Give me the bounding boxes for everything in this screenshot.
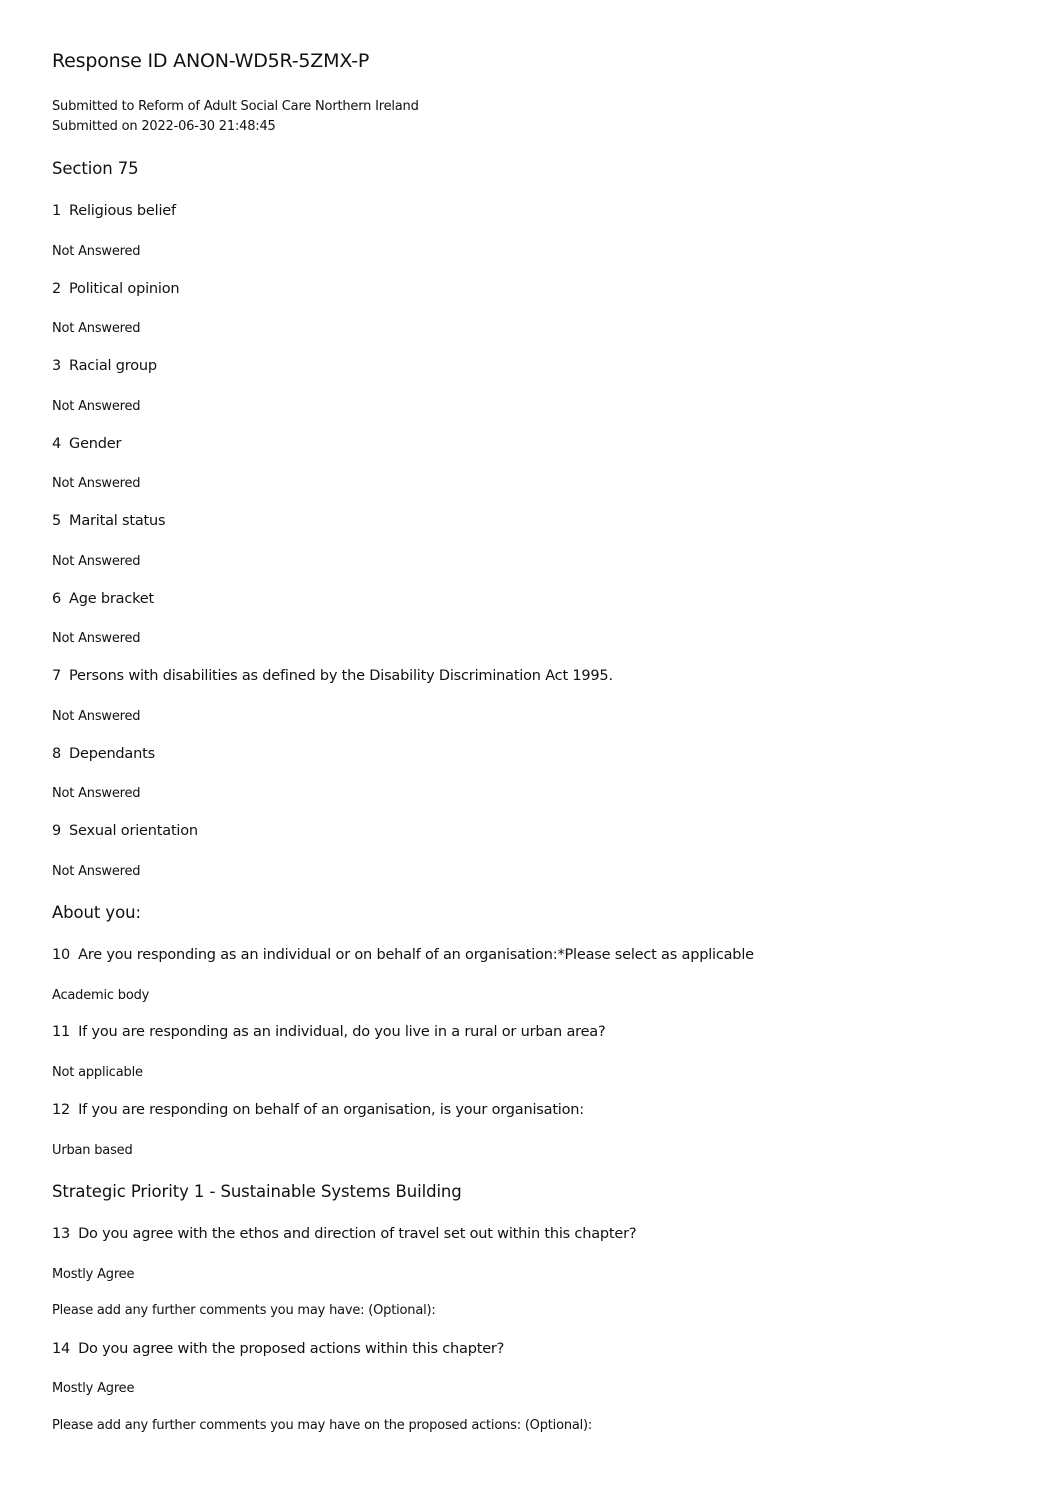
question-14 — [52, 1341, 504, 1357]
answer-12: Urban based — [52, 1143, 133, 1158]
question-4 — [52, 436, 121, 452]
question-number: 7 — [52, 668, 62, 684]
question-number: 8 — [52, 746, 62, 762]
question-number: 12 — [52, 1102, 71, 1118]
question-text: Religious belief — [69, 203, 176, 219]
section-heading-strategic-priority-1: Strategic Priority 1 - Sustainable Systems Building — [52, 1182, 462, 1201]
question-10 — [52, 947, 754, 963]
question-number: 13 — [52, 1226, 71, 1242]
answer-4: Not Answered — [52, 476, 141, 491]
question-number: 4 — [52, 436, 62, 452]
question-text: Marital status — [69, 513, 166, 529]
question-text: Sexual orientation — [69, 823, 198, 839]
answer-11: Not applicable — [52, 1065, 143, 1080]
question-text: Racial group — [69, 358, 157, 374]
question-number: 11 — [52, 1024, 71, 1040]
section-heading-section-75: Section 75 — [52, 159, 139, 178]
question-12 — [52, 1102, 584, 1118]
question-number: 14 — [52, 1341, 71, 1357]
answer-9: Not Answered — [52, 864, 141, 879]
document-title: Response ID ANON-WD5R-5ZMX-P — [52, 50, 370, 72]
question-text: If you are responding as an individual, do you live in a rural or urban area? — [78, 1024, 606, 1040]
question-number: 1 — [52, 203, 62, 219]
question-13 — [52, 1226, 636, 1242]
question-1 — [52, 203, 176, 219]
question-text: Gender — [69, 436, 122, 452]
question-text: Are you responding as an individual or on behalf of an organisation:*Please select as applicable — [78, 947, 754, 963]
question-text: Do you agree with the proposed actions within this chapter? — [78, 1341, 505, 1357]
question-9 — [52, 823, 198, 839]
answer-2: Not Answered — [52, 321, 141, 336]
question-2 — [52, 281, 179, 297]
answer-13: Mostly Agree — [52, 1267, 135, 1282]
submitted-to-text: Submitted to Reform of Adult Social Care Northern Ireland — [52, 99, 419, 114]
comment-prompt-13: Please add any further comments you may have: (Optional): — [52, 1303, 436, 1318]
answer-7: Not Answered — [52, 709, 141, 724]
question-number: 10 — [52, 947, 71, 963]
question-7 — [52, 668, 613, 684]
question-text: Persons with disabilities as defined by the Disability Discrimination Act 1995. — [69, 668, 613, 684]
question-text: Do you agree with the ethos and direction of travel set out within this chapter? — [78, 1226, 637, 1242]
question-text: Age bracket — [69, 591, 154, 607]
question-text: Political opinion — [69, 281, 180, 297]
question-8 — [52, 746, 155, 762]
answer-10: Academic body — [52, 988, 150, 1003]
question-number: 9 — [52, 823, 62, 839]
question-3 — [52, 358, 157, 374]
question-number: 3 — [52, 358, 62, 374]
question-text: Dependants — [69, 746, 155, 762]
section-heading-about-you: About you: — [52, 903, 141, 922]
answer-1: Not Answered — [52, 244, 141, 259]
answer-6: Not Answered — [52, 631, 141, 646]
answer-3: Not Answered — [52, 399, 141, 414]
question-6 — [52, 591, 154, 607]
question-5 — [52, 513, 165, 529]
question-number: 2 — [52, 281, 62, 297]
question-text: If you are responding on behalf of an organisation, is your organisation: — [78, 1102, 584, 1118]
submitted-on-text: Submitted on 2022-06-30 21:48:45 — [52, 119, 276, 134]
comment-prompt-14: Please add any further comments you may have on the proposed actions: (Optional): — [52, 1418, 593, 1433]
answer-8: Not Answered — [52, 786, 141, 801]
answer-14: Mostly Agree — [52, 1381, 135, 1396]
question-11 — [52, 1024, 605, 1040]
answer-5: Not Answered — [52, 554, 141, 569]
question-number: 6 — [52, 591, 62, 607]
question-number: 5 — [52, 513, 62, 529]
